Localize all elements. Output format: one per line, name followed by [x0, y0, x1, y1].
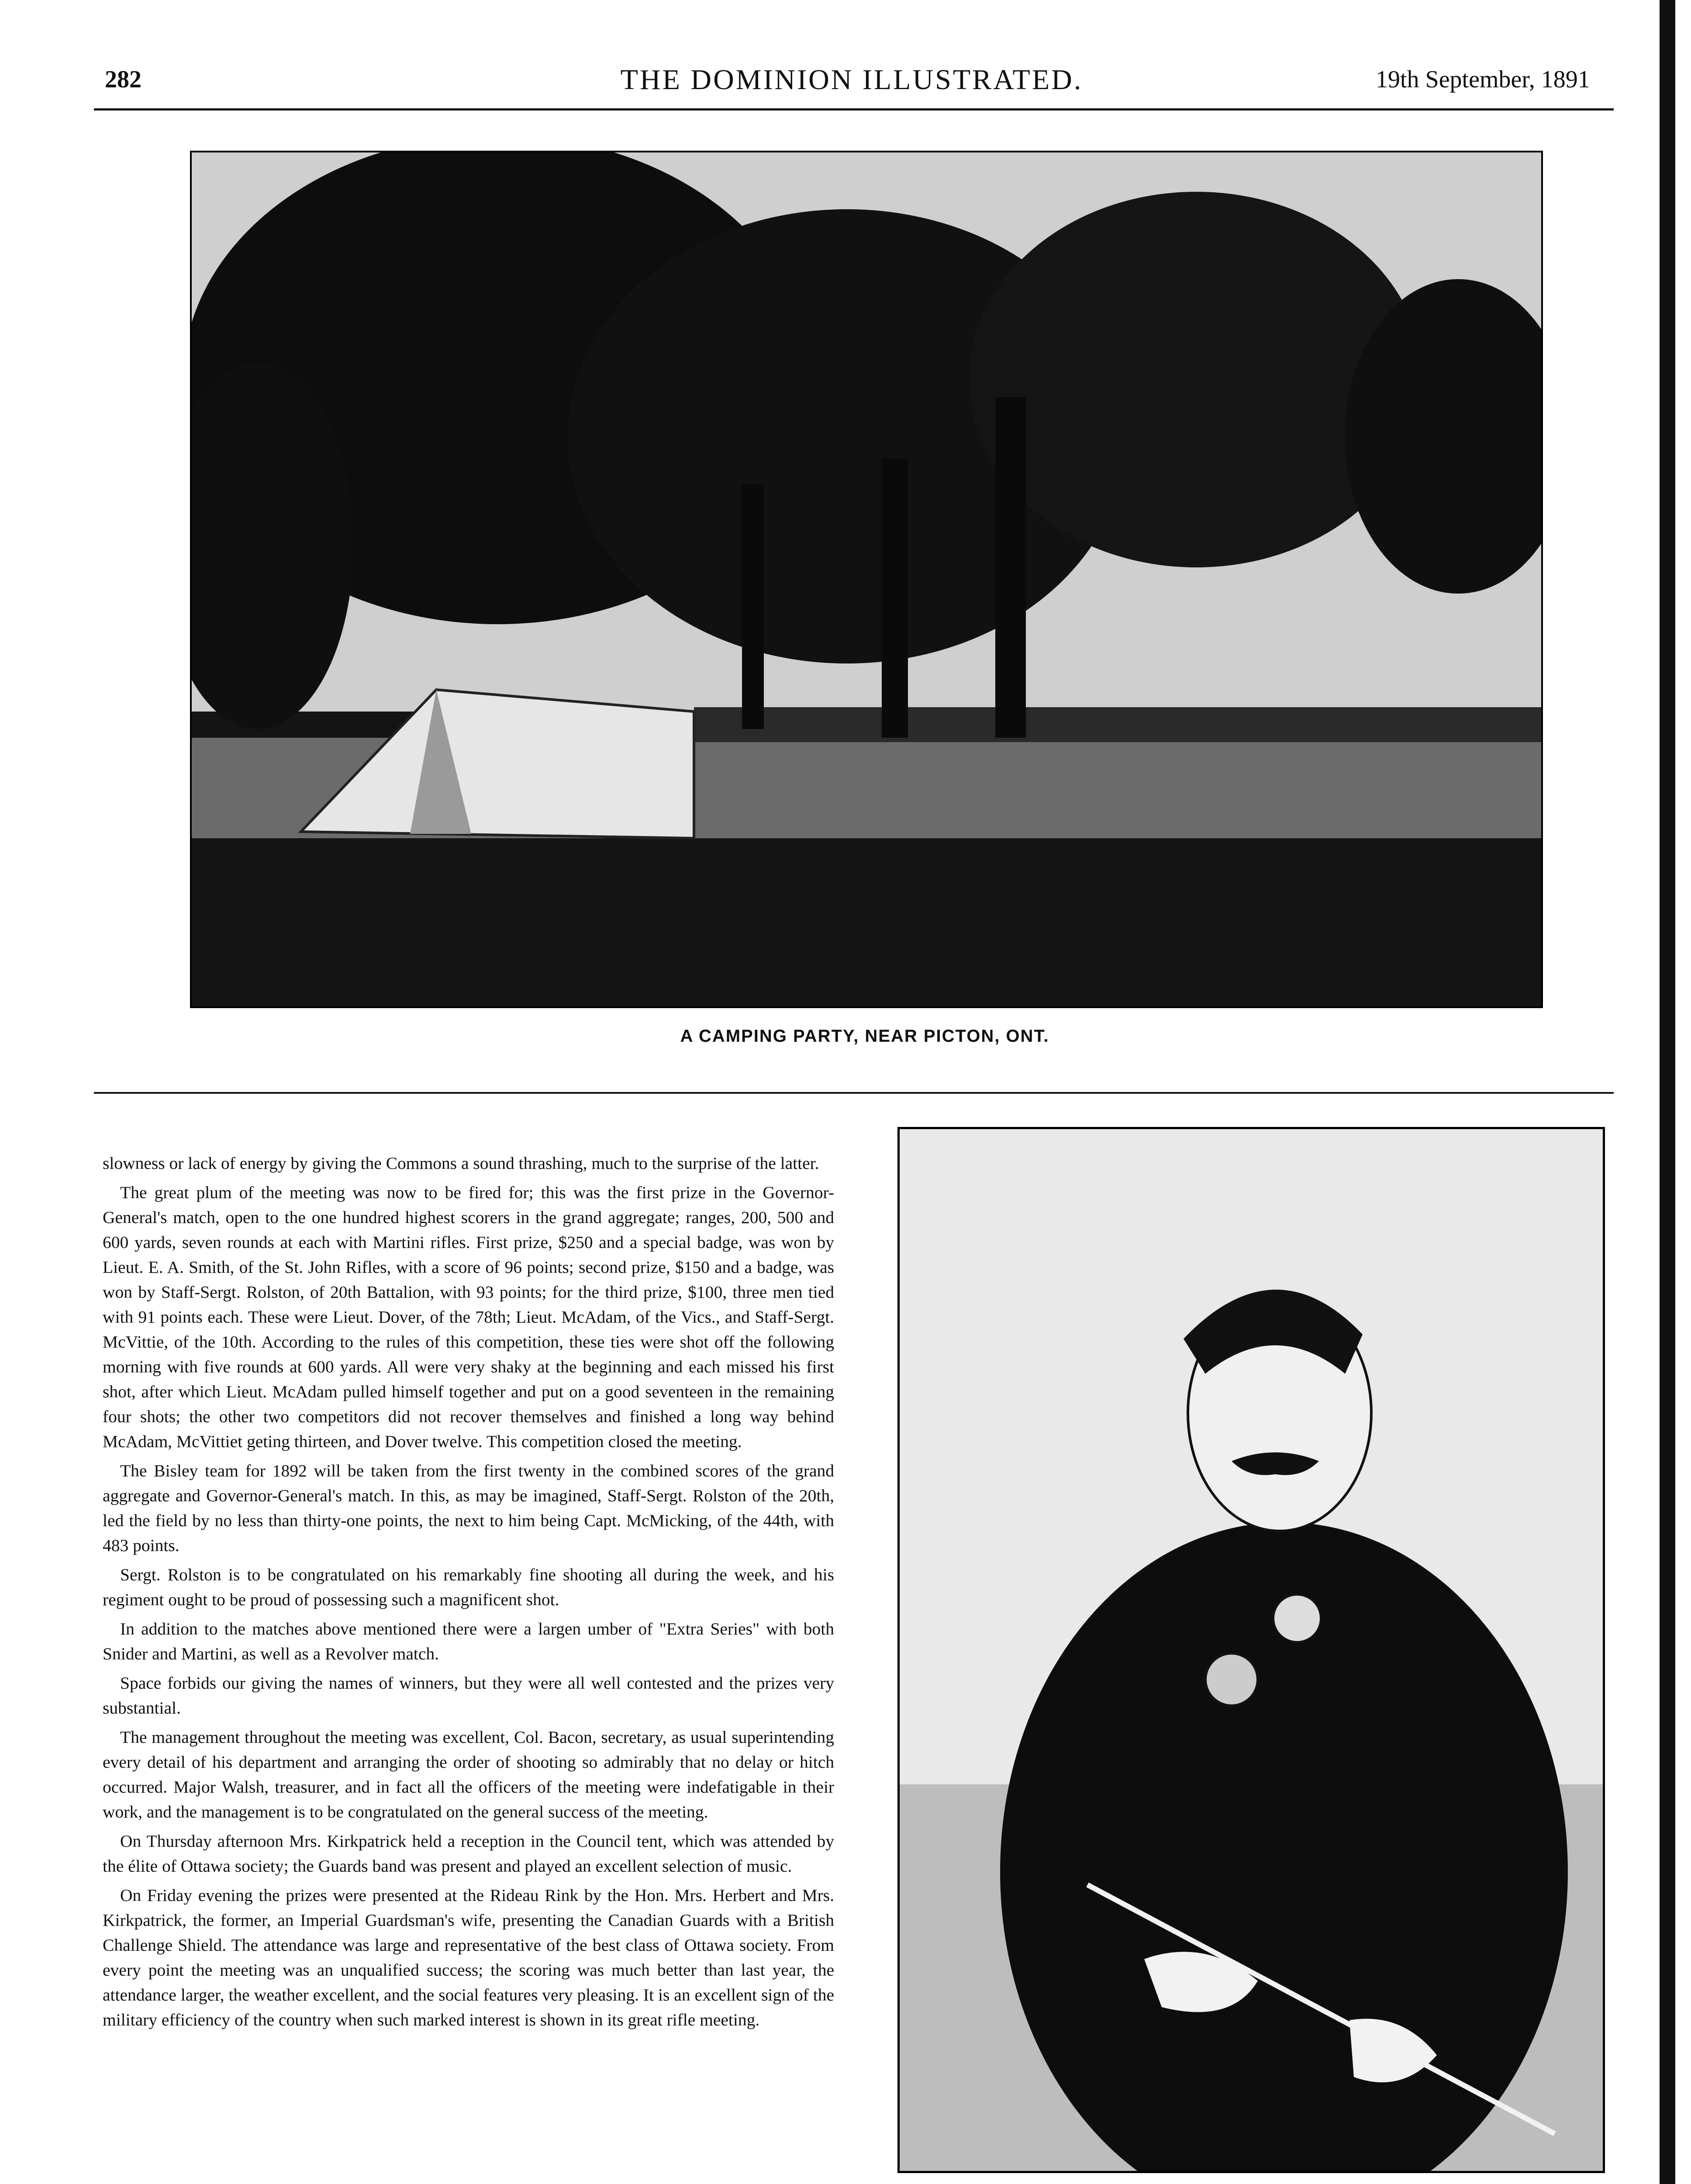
article-paragraph: Space forbids our giving the names of winners, but they were all well contested and the prizes very substantial. — [103, 1673, 834, 1717]
article-paragraph: In addition to the matches above mentioned there were a largen umber of "Extra Series" with both Snider and Martini, as well as a Revolver match. — [103, 1619, 834, 1663]
section-divider — [94, 1092, 1614, 1094]
page-binding-edge — [1660, 0, 1675, 2184]
article-paragraph: The management throughout the meeting was excellent, Col. Bacon, secretary, as usual superintending every detail of his department and arranging the order of shooting so admirably that no delay or hitch occurred. Major Walsh, treasurer, and in fact all the officers of the meeting were indefatigable in their work, and the management is to be congratulated on the general success of the meeting. — [103, 1728, 834, 1821]
article-paragraph: The great plum of the meeting was now to be fired for; this was the first prize in the Governor-General's match, open to the one hundred highest scorers in the grand aggregate; ranges, 200, 500 and 600 yards, seven rounds at each with Martini rifles. First prize, $250 and a special badge, was won by Lieut. E. A. Smith, of the St. John Rifles, with a score of 96 points; second prize, $150 and a badge, was won by Staff-Sergt. Rolston, of 20th Battalion, with 93 points; for the third prize, $100, three men tied with 91 points each. These were Lieut. Dover, of the 78th; Lieut. McAdam, of the Vics., and Staff-Sergt. McVittie, of the 10th. According to the rules of this competition, these ties were shot off the following morning with five rounds at 600 yards. All were very shaky at the beginning and each missed his first shot, after which Lieut. McAdam pulled himself together and put on a good seventeen in the remaining four shots; the other two competitors did not recover themselves and finished a long way behind McAdam, McVittiet geting thirteen, and Dover twelve. This competition closed the meeting. — [103, 1183, 834, 1451]
article-paragraph: The Bisley team for 1892 will be taken from the first twenty in the combined scores of the grand aggregate and Governor-General's match. In this, as may be imagined, Staff-Sergt. Rolston of the 20th, led the field by no less than thirty-one points, the next to him being Capt. McMicking, of the 44th, with 483 points. — [103, 1461, 834, 1555]
photo-caption: A CAMPING PARTY, NEAR PICTON, ONT. — [680, 1026, 1049, 1046]
portrait-photo — [897, 1127, 1605, 2173]
publication-title: THE DOMINION ILLUSTRATED. — [620, 64, 1083, 96]
article-paragraph: On Thursday afternoon Mrs. Kirkpatrick held a reception in the Council tent, which was attended by the élite of Ottawa society; the Guards band was present and played an excellent selection of music. — [103, 1832, 834, 1876]
article-paragraph: Sergt. Rolston is to be congratulated on his remarkably fine shooting all during the week, and his regiment ought to be proud of possessing such a magnificent shot. — [103, 1565, 834, 1609]
header-rule — [94, 108, 1614, 111]
article-paragraph: On Friday evening the prizes were presented at the Rideau Rink by the Hon. Mrs. Herbert and Mrs. Kirkpatrick, the former, an Imperial Guardsman's wife, presenting the Canadian Guards with a British Challenge Shield. The attendance was large and representative of the best class of Ottawa society. From every point the meeting was an unqualified success; the scoring was much better than last year, the attendance larger, the weather excellent, and the social features very pleasing. It is an excellent sign of the military efficiency of the country when such marked interest is shown in its great rifle meeting. — [103, 1886, 834, 2029]
camping-party-photo — [190, 151, 1543, 1008]
article-paragraph: slowness or lack of energy by giving the Commons a sound thrashing, much to the surprise of the latter. — [103, 1154, 819, 1173]
article-body — [103, 1151, 834, 2037]
page-number: 282 — [105, 66, 141, 93]
officer-portrait-illustration — [900, 1129, 1603, 2171]
camping-scene-illustration — [192, 152, 1541, 1006]
issue-date: 19th September, 1891 — [1376, 66, 1590, 93]
